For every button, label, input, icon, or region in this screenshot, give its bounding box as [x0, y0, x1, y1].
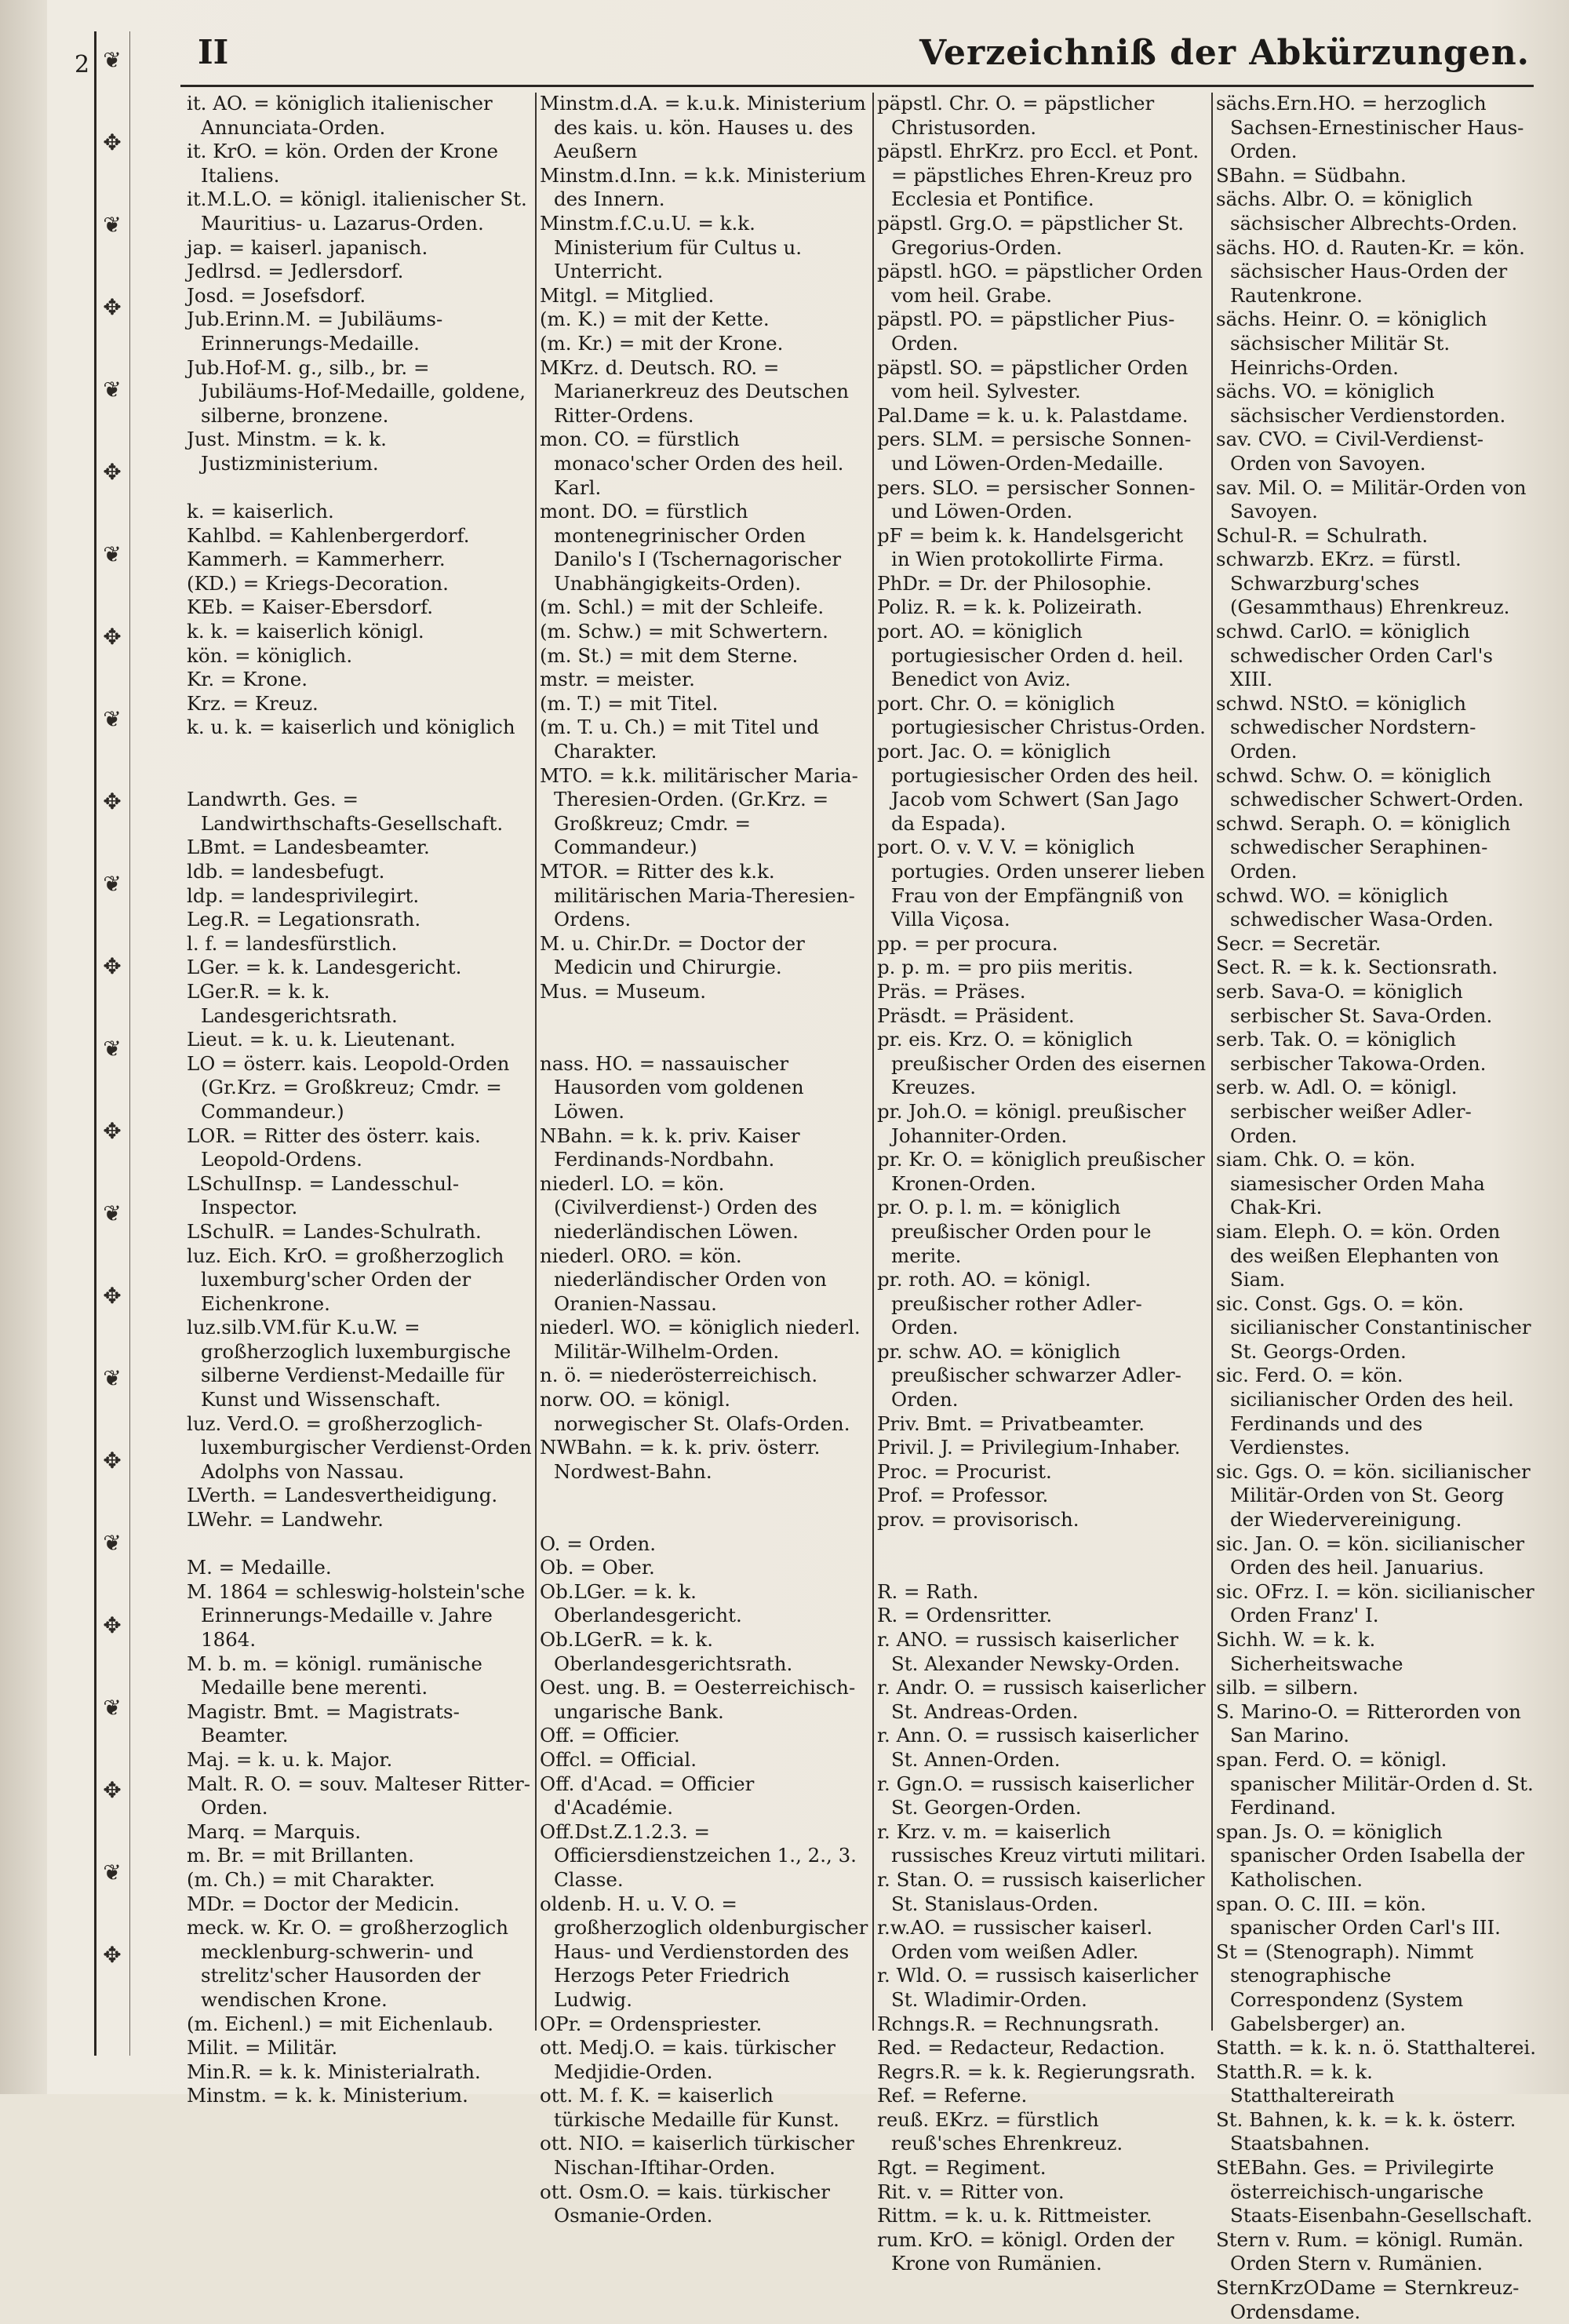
ornament-icon: ❦ — [103, 706, 122, 732]
abbreviation-entry: (m. Ch.) = mit Charakter. — [187, 1867, 435, 1891]
abbreviation-entry: prov. = provisorisch. — [877, 1508, 1079, 1532]
abbreviation-entry: (m. Eichenl.) = mit Eichenlaub. — [187, 2012, 494, 2035]
abbreviation-entry: meck. w. Kr. O. = großherzoglich mecklenburg-schwerin- und strelitz'scher Hausorden der wendischen Krone. — [187, 1916, 508, 2011]
abbreviation-entry: Regrs.R. = k. k. Regierungsrath. — [877, 2060, 1196, 2083]
abbreviation-entry: ldb. = landesbefugt. — [187, 860, 385, 883]
abbreviation-entry: (m. T.) = mit Titel. — [540, 691, 719, 715]
fleuron-icon: ✥ — [103, 294, 122, 320]
abbreviation-entry: Sect. R. = k. k. Sectionsrath. — [1216, 956, 1498, 979]
abbreviation-entry: Pal.Dame = k. u. k. Palastdame. — [877, 403, 1189, 427]
abbreviation-entry: Ob.LGerR. = k. k. Oberlandesgerichtsrath. — [540, 1628, 793, 1675]
abbreviation-entry: niederl. LO. = kön. (Civilverdienst-) Orden des niederländischen Löwen. — [540, 1171, 817, 1243]
ornament-icon: ❦ — [103, 212, 122, 238]
abbreviation-entry: l. f. = landesfürstlich. — [187, 931, 398, 955]
abbreviation-entry: Malt. R. O. = souv. Malteser Ritter-Orden. — [187, 1772, 531, 1819]
abbreviation-entry: span. Ferd. O. = königl. spanischer Militär-Orden d. St. Ferdinand. — [1216, 1747, 1534, 1819]
abbreviation-entry: LGer. = k. k. Landesgericht. — [187, 956, 462, 979]
abbreviation-entry: päpstl. Chr. O. = päpstlicher Christusorden. — [877, 92, 1155, 139]
ornament-icon: ❦ — [103, 1860, 122, 1885]
abbreviation-entry: (m. T. u. Ch.) = mit Titel und Charakter. — [540, 716, 820, 763]
abbreviation-entry: Stern v. Rum. = königl. Rumän. Orden Stern v. Rumänien. — [1216, 2227, 1524, 2275]
abbreviation-entry: Schul-R. = Schulrath. — [1216, 523, 1429, 547]
abbreviation-entry: schwd. WO. = königlich schwedischer Wasa-Orden. — [1216, 883, 1494, 931]
abbreviation-entry: Kr. = Krone. — [187, 668, 308, 691]
abbreviation-entry: siam. Chk. O. = kön. siamesischer Orden Maha Chak-Kri. — [1216, 1148, 1485, 1219]
abbreviation-entry: Mitgl. = Mitglied. — [540, 283, 715, 307]
abbreviation-entry: pers. SLM. = persische Sonnen- und Löwen-Orden-Medaille. — [877, 428, 1192, 475]
abbreviation-entry: Kammerh. = Kammerherr. — [187, 548, 446, 571]
abbreviation-entry: r. Stan. O. = russisch kaiserlicher St. Stanislaus-Orden. — [877, 1867, 1205, 1915]
ornament-icon: ❦ — [103, 541, 122, 567]
abbreviation-entry: Maj. = k. u. k. Major. — [187, 1747, 393, 1771]
ornament-icon: ❦ — [103, 1036, 122, 1062]
abbreviation-entry: MTOR. = Ritter des k.k. militärischen Maria-Theresien-Ordens. — [540, 860, 855, 931]
abbreviation-entry: Just. Minstm. = k. k. Justizministerium. — [187, 428, 387, 475]
abbreviation-entry: Leg.R. = Legationsrath. — [187, 908, 421, 931]
abbreviation-entry: Off.Dst.Z.1.2.3. = Officiersdienstzeichen 1., 2., 3. Classe. — [540, 1819, 857, 1891]
abbreviation-entry: port. AO. = königlich portugiesischer Orden d. heil. Benedict von Aviz. — [877, 620, 1184, 691]
abbreviation-entry: Proc. = Procurist. — [877, 1459, 1052, 1483]
entry-spacer — [187, 740, 532, 764]
abbreviation-entry: M. 1864 = schleswig-holstein'sche Erinnerungs-Medaille v. Jahre 1864. — [187, 1579, 526, 1651]
fleuron-icon: ✥ — [103, 459, 122, 485]
abbreviation-entry: pF = beim k. k. Handelsgericht in Wien protokollirte Firma. — [877, 523, 1184, 571]
abbreviation-entry: LBmt. = Landesbeamter. — [187, 836, 430, 859]
abbreviation-entry: pr. O. p. l. m. = königlich preußischer Orden pour le merite. — [877, 1196, 1152, 1267]
abbreviation-entry: Offcl. = Official. — [540, 1747, 697, 1771]
abbreviation-entry: jap. = kaiserl. japanisch. — [187, 235, 428, 259]
abbreviation-entry: Präsdt. = Präsident. — [877, 1004, 1075, 1027]
ornament-icon: ❦ — [103, 47, 122, 73]
abbreviation-entry: it. KrO. = kön. Orden der Krone Italiens. — [187, 140, 499, 187]
abbreviation-entry: schwarzb. EKrz. = fürstl. Schwarzburg'sches (Gesammthaus) Ehrenkreuz. — [1216, 548, 1510, 619]
abbreviation-entry: kön. = königlich. — [187, 643, 353, 667]
abbreviation-entry: O. = Orden. — [540, 1532, 657, 1555]
abbreviation-entry: Landwrth. Ges. = Landwirthschafts-Gesellschaft. — [187, 788, 504, 835]
abbreviation-entry: Minstm.f.C.u.U. = k.k. Ministerium für Cultus u. Unterricht. — [540, 211, 803, 283]
abbreviation-entry: Magistr. Bmt. = Magistrats-Beamter. — [187, 1699, 460, 1747]
abbreviation-entry: oldenb. H. u. V. O. = großherzoglich oldenburgischer Haus- und Verdienstorden des Herzogs Peter Friedrich Ludwig. — [540, 1892, 868, 2011]
entry-spacer — [187, 476, 532, 501]
abbreviation-entry: k. k. = kaiserlich königl. — [187, 620, 424, 643]
book-spine — [0, 0, 47, 2094]
fleuron-icon: ✥ — [103, 953, 122, 979]
abbreviation-entry: (m. St.) = mit dem Sterne. — [540, 643, 799, 667]
abbreviation-entry: sav. CVO. = Civil-Verdienst-Orden von Savoyen. — [1216, 428, 1483, 475]
fleuron-icon: ✥ — [103, 789, 122, 814]
ornament-icon: ❦ — [103, 1200, 122, 1226]
abbreviation-entry: NWBahn. = k. k. priv. österr. Nordwest-Bahn. — [540, 1436, 821, 1483]
fleuron-icon: ✥ — [103, 624, 122, 650]
abbreviation-entry: pr. roth. AO. = königl. preußischer rother Adler-Orden. — [877, 1268, 1142, 1339]
abbreviation-entry: MKrz. d. Deutsch. RO. = Marianerkreuz des Deutschen Ritter-Ordens. — [540, 355, 850, 427]
abbreviation-entry: Marq. = Marquis. — [187, 1819, 362, 1843]
column-divider — [1211, 93, 1213, 2031]
abbreviation-entry: Ob. = Ober. — [540, 1556, 655, 1579]
abbreviation-entry: LWehr. = Landwehr. — [187, 1508, 384, 1532]
abbreviation-entry: Josd. = Josefsdorf. — [187, 283, 366, 307]
abbreviation-entry: sächs. Heinr. O. = königlich sächsischer Militär St. Heinrichs-Orden. — [1216, 308, 1487, 379]
abbreviation-entry: r. Krz. v. m. = kaiserlich russisches Kreuz virtuti militari. — [877, 1819, 1207, 1867]
abbreviation-entry: r. Ann. O. = russisch kaiserlicher St. Annen-Orden. — [877, 1724, 1199, 1771]
abbreviation-column-3 — [877, 92, 1207, 2275]
abbreviation-entry: port. Jac. O. = königlich portugiesischer Orden des heil. Jacob vom Schwert (San Jago da Espada). — [877, 740, 1200, 835]
ornament-icon: ❦ — [103, 1530, 122, 1556]
abbreviation-entry: Statth.R. = k. k. Statthaltereirath — [1216, 2060, 1395, 2107]
abbreviation-entry: ott. Medj.O. = kais. türkischer Medjidie-Orden. — [540, 2036, 835, 2083]
abbreviation-entry: schwd. NStO. = königlich schwedischer Nordstern-Orden. — [1216, 691, 1476, 763]
abbreviation-entry: luz. Eich. KrO. = großherzoglich luxemburg'scher Orden der Eichenkrone. — [187, 1244, 504, 1315]
abbreviation-entry: KEb. = Kaiser-Ebersdorf. — [187, 596, 434, 619]
abbreviation-entry: schwd. Seraph. O. = königlich schwedischer Seraphinen-Orden. — [1216, 811, 1511, 883]
abbreviation-entry: mont. DO. = fürstlich montenegrinischer Orden Danilo's I (Tschernagorischer Unabhängigkeits-Orden). — [540, 500, 842, 595]
abbreviation-entry: sic. Ggs. O. = kön. sicilianischer Militär-Orden von St. Georg der Wiedervereinigung. — [1216, 1459, 1531, 1532]
fleuron-icon: ✥ — [103, 129, 122, 155]
abbreviation-entry: SBahn. = Südbahn. — [1216, 163, 1407, 187]
abbreviation-entry: NBahn. = k. k. priv. Kaiser Ferdinands-Nordbahn. — [540, 1124, 800, 1171]
abbreviation-entry: niederl. ORO. = kön. niederländischer Orden von Oranien-Nassau. — [540, 1244, 827, 1315]
abbreviation-entry: n. ö. = niederösterreichisch. — [540, 1364, 818, 1387]
abbreviation-entry: Ob.LGer. = k. k. Oberlandesgericht. — [540, 1579, 742, 1627]
abbreviation-entry: mstr. = meister. — [540, 668, 695, 691]
abbreviation-entry: pr. schw. AO. = königlich preußischer schwarzer Adler-Orden. — [877, 1339, 1181, 1412]
entry-spacer — [540, 1508, 869, 1532]
abbreviation-entry: LGer.R. = k. k. Landesgerichtsrath. — [187, 979, 398, 1027]
abbreviation-entry: norw. OO. = königl. norwegischer St. Olafs-Orden. — [540, 1388, 850, 1435]
abbreviation-entry: sächs.Ern.HO. = herzoglich Sachsen-Ernestinischer Haus-Orden. — [1216, 92, 1524, 163]
abbreviation-entry: OPr. = Ordenspriester. — [540, 2012, 763, 2035]
abbreviation-entry: pr. Joh.O. = königl. preußischer Johanniter-Orden. — [877, 1099, 1186, 1147]
abbreviation-entry: Minstm.d.Inn. = k.k. Ministerium des Innern. — [540, 163, 866, 211]
abbreviation-entry: serb. Sava-O. = königlich serbischer St. Sava-Orden. — [1216, 979, 1493, 1027]
abbreviation-entry: StEBahn. Ges. = Privilegirte österreichisch-ungarische Staats-Eisenbahn-Gesellschaft. — [1216, 2156, 1533, 2227]
abbreviation-entry: mon. CO. = fürstlich monaco'scher Orden des heil. Karl. — [540, 428, 844, 499]
abbreviation-entry: p. p. m. = pro piis meritis. — [877, 956, 1134, 979]
header-rule — [180, 85, 1534, 87]
abbreviation-entry: reuß. EKrz. = fürstlich reuß'sches Ehrenkreuz. — [877, 2107, 1123, 2155]
abbreviation-entry: Sichh. W. = k. k. Sicherheitswache — [1216, 1628, 1403, 1675]
abbreviation-entry: nass. HO. = nassauischer Hausorden vom goldenen Löwen. — [540, 1051, 804, 1123]
abbreviation-entry: r. ANO. = russisch kaiserlicher St. Alexander Newsky-Orden. — [877, 1628, 1181, 1675]
abbreviation-entry: (m. Schl.) = mit der Schleife. — [540, 596, 825, 619]
abbreviation-entry: Poliz. R. = k. k. Polizeirath. — [877, 596, 1143, 619]
fleuron-icon: ✥ — [103, 1942, 122, 1968]
abbreviation-entry: sic. Const. Ggs. O. = kön. sicilianischer Constantinischer St. Georgs-Orden. — [1216, 1291, 1531, 1363]
abbreviation-entry: Jub.Erinn.M. = Jubiläums-Erinnerungs-Medaille. — [187, 308, 443, 355]
abbreviation-entry: pers. SLO. = persischer Sonnen- und Löwen-Orden. — [877, 475, 1196, 523]
abbreviation-entry: Rit. v. = Ritter von. — [877, 2180, 1065, 2203]
abbreviation-entry: Oest. ung. B. = Oesterreichisch-ungarische Bank. — [540, 1676, 856, 1723]
abbreviation-entry: R. = Ordensritter. — [877, 1604, 1053, 1627]
section-roman-numeral: II — [198, 33, 229, 71]
abbreviation-entry: SternKrzODame = Sternkreuz-Ordensdame. — [1216, 2276, 1520, 2323]
abbreviation-entry: Secr. = Secretär. — [1216, 931, 1382, 955]
abbreviation-entry: rum. KrO. = königl. Orden der Krone von Rumänien. — [877, 2227, 1174, 2275]
abbreviation-entry: päpstl. hGO. = päpstlicher Orden vom heil. Grabe. — [877, 260, 1203, 307]
abbreviation-entry: Kahlbd. = Kahlenbergerdorf. — [187, 523, 470, 547]
fleuron-icon: ✥ — [103, 1118, 122, 1144]
abbreviation-entry: Minstm. = k. k. Ministerium. — [187, 2084, 468, 2107]
abbreviation-entry: Rchngs.R. = Rechnungsrath. — [877, 2012, 1159, 2035]
entry-spacer — [187, 1532, 532, 1557]
abbreviation-entry: Minstm.d.A. = k.u.k. Ministerium des kais. u. kön. Hauses u. des Aeußern — [540, 92, 866, 163]
abbreviation-entry: PhDr. = Dr. der Philosophie. — [877, 571, 1152, 595]
abbreviation-entry: LVerth. = Landesvertheidigung. — [187, 1484, 498, 1507]
abbreviation-entry: Krz. = Kreuz. — [187, 691, 319, 715]
abbreviation-entry: ldp. = landesprivilegirt. — [187, 883, 420, 907]
page-title: Verzeichniß der Abkürzungen. — [919, 33, 1530, 73]
abbreviation-entry: sic. Jan. O. = kön. sicilianischer Orden des heil. Januarius. — [1216, 1532, 1525, 1579]
abbreviation-entry: ott. NIO. = kaiserlich türkischer Nischan-Iftihar-Orden. — [540, 2132, 855, 2180]
column-divider — [535, 93, 537, 2031]
abbreviation-entry: schwd. CarlO. = königlich schwedischer Orden Carl's XIII. — [1216, 620, 1493, 691]
abbreviation-entry: ott. Osm.O. = kais. türkischer Osmanie-Orden. — [540, 2180, 830, 2227]
entry-spacer — [877, 1556, 1207, 1580]
abbreviation-entry: k. = kaiserlich. — [187, 500, 334, 523]
abbreviation-entry: Priv. Bmt. = Privatbeamter. — [877, 1412, 1145, 1435]
abbreviation-entry: sic. OFrz. I. = kön. sicilianischer Orden Franz' I. — [1216, 1579, 1534, 1627]
abbreviation-entry: R. = Rath. — [877, 1579, 979, 1603]
fleuron-icon: ✥ — [103, 1448, 122, 1473]
abbreviation-entry: siam. Eleph. O. = kön. Orden des weißen Elephanten von Siam. — [1216, 1219, 1501, 1291]
page-number: 2 — [75, 51, 90, 78]
abbreviation-entry: päpstl. SO. = päpstlicher Orden vom heil. Sylvester. — [877, 355, 1189, 403]
abbreviation-entry: LSchulInsp. = Landesschul-Inspector. — [187, 1171, 460, 1219]
abbreviation-entry: m. Br. = mit Brillanten. — [187, 1844, 414, 1867]
abbreviation-entry: MDr. = Doctor der Medicin. — [187, 1892, 460, 1915]
abbreviation-entry: S. Marino-O. = Ritterorden von San Marino. — [1216, 1699, 1521, 1747]
abbreviation-entry: r. Ggn.O. = russisch kaiserlicher St. Georgen-Orden. — [877, 1772, 1194, 1819]
abbreviation-entry: niederl. WO. = königlich niederl. Militär-Wilhelm-Orden. — [540, 1316, 861, 1363]
fleuron-icon: ✥ — [103, 1283, 122, 1309]
abbreviation-entry: port. Chr. O. = königlich portugiesischer Christus-Orden. — [877, 691, 1206, 739]
entry-spacer — [540, 1028, 869, 1052]
abbreviation-entry: sächs. Albr. O. = königlich sächsischer Albrechts-Orden. — [1216, 188, 1518, 235]
abbreviation-entry: r.w.AO. = russischer kaiserl. Orden vom weißen Adler. — [877, 1916, 1153, 1963]
entry-spacer — [877, 1532, 1207, 1557]
abbreviation-entry: span. Js. O. = königlich spanischer Orden Isabella der Katholischen. — [1216, 1819, 1525, 1891]
abbreviation-entry: päpstl. PO. = päpstlicher Pius-Orden. — [877, 308, 1175, 355]
abbreviation-entry: it.M.L.O. = königl. italienischer St. Mauritius- u. Lazarus-Orden. — [187, 188, 527, 235]
abbreviation-entry: sächs. HO. d. Rauten-Kr. = kön. sächsischer Haus-Orden der Rautenkrone. — [1216, 235, 1525, 307]
abbreviation-column-1 — [187, 92, 532, 2107]
abbreviation-entry: M. = Medaille. — [187, 1556, 332, 1579]
abbreviation-entry: sav. Mil. O. = Militär-Orden von Savoyen. — [1216, 475, 1527, 523]
abbreviation-entry: Red. = Redacteur, Redaction. — [877, 2036, 1166, 2060]
abbreviation-entry: serb. Tak. O. = königlich serbischer Takowa-Orden. — [1216, 1028, 1487, 1075]
abbreviation-entry: Off. d'Acad. = Officier d'Académie. — [540, 1772, 755, 1819]
abbreviation-entry: silb. = silbern. — [1216, 1676, 1359, 1699]
fleuron-icon: ✥ — [103, 1777, 122, 1803]
abbreviation-entry: päpstl. EhrKrz. pro Eccl. et Pont. = päpstliches Ehren-Kreuz pro Ecclesia et Pontifice. — [877, 140, 1200, 211]
abbreviation-entry: sächs. VO. = königlich sächsischer Verdienstorden. — [1216, 380, 1506, 427]
abbreviation-entry: Mus. = Museum. — [540, 979, 707, 1003]
abbreviation-entry: Off. = Officier. — [540, 1724, 680, 1747]
abbreviation-entry: pp. = per procura. — [877, 931, 1058, 955]
abbreviation-entry: Jub.Hof-M. g., silb., br. = Jubiläums-Hof-Medaille, goldene, silberne, bronzene. — [187, 355, 526, 427]
abbreviation-entry: (m. K.) = mit der Kette. — [540, 308, 770, 331]
abbreviation-entry: Ref. = Referne. — [877, 2084, 1028, 2107]
abbreviation-entry: pr. eis. Krz. O. = königlich preußischer Orden des eisernen Kreuzes. — [877, 1028, 1207, 1099]
abbreviation-entry: Min.R. = k. k. Ministerialrath. — [187, 2060, 481, 2083]
abbreviation-entry: luz. Verd.O. = großherzoglich-luxemburgischer Verdienst-Orden Adolphs von Nassau. — [187, 1412, 532, 1483]
abbreviation-entry: it. AO. = königlich italienischer Annunciata-Orden. — [187, 92, 493, 139]
abbreviation-entry: luz.silb.VM.für K.u.W. = großherzoglich luxemburgische silberne Verdienst-Medaille für Kunst und Wissenschaft. — [187, 1316, 511, 1412]
abbreviation-entry: ott. M. f. K. = kaiserlich türkische Medaille für Kunst. — [540, 2084, 839, 2131]
abbreviation-entry: Präs. = Präses. — [877, 979, 1026, 1003]
abbreviation-entry: port. O. v. V. V. = königlich portugies. Orden unserer lieben Frau von der Empfängniß von Villa Viçosa. — [877, 836, 1205, 931]
abbreviation-entry: serb. w. Adl. O. = königl. serbischer weißer Adler-Orden. — [1216, 1076, 1472, 1147]
abbreviation-entry: Jedlrsd. = Jedlersdorf. — [187, 260, 404, 283]
abbreviation-entry: Lieut. = k. u. k. Lieutenant. — [187, 1028, 456, 1051]
abbreviation-entry: LOR. = Ritter des österr. kais. Leopold-Ordens. — [187, 1124, 481, 1171]
abbreviation-entry: MTO. = k.k. militärischer Maria-Theresien-Orden. (Gr.Krz. = Großkreuz; Cmdr. = Commandeur.) — [540, 763, 858, 859]
ornament-icon: ❦ — [103, 377, 122, 403]
ornament-icon: ❦ — [103, 1365, 122, 1391]
abbreviation-entry: St = (Stenograph). Nimmt stenographische Correspondenz (System Gabelsberger) an. — [1216, 1940, 1474, 2035]
abbreviation-entry: St. Bahnen, k. k. = k. k. österr. Staatsbahnen. — [1216, 2107, 1516, 2155]
abbreviation-entry: Rgt. = Regiment. — [877, 2156, 1047, 2180]
abbreviation-entry: Rittm. = k. u. k. Rittmeister. — [877, 2204, 1152, 2227]
ornament-icon: ❦ — [103, 871, 122, 897]
abbreviation-entry: sic. Ferd. O. = kön. sicilianischer Orden des heil. Ferdinands und des Verdienstes. — [1216, 1364, 1514, 1459]
abbreviation-entry: pr. Kr. O. = königlich preußischer Kronen-Orden. — [877, 1148, 1205, 1195]
entry-spacer — [540, 1484, 869, 1508]
abbreviation-entry: schwd. Schw. O. = königlich schwedischer Schwert-Orden. — [1216, 763, 1524, 811]
abbreviation-entry: päpstl. Grg.O. = päpstlicher St. Gregorius-Orden. — [877, 211, 1185, 259]
abbreviation-entry: k. u. k. = kaiserlich und königlich — [187, 716, 515, 739]
abbreviation-entry: r. Wld. O. = russisch kaiserlicher St. Wladimir-Orden. — [877, 1964, 1199, 2011]
abbreviation-entry: Privil. J. = Privilegium-Inhaber. — [877, 1436, 1181, 1459]
ornament-icon: ❦ — [103, 1695, 122, 1721]
abbreviation-entry: Prof. = Professor. — [877, 1484, 1049, 1507]
abbreviation-entry: M. u. Chir.Dr. = Doctor der Medicin und Chirurgie. — [540, 931, 805, 979]
abbreviation-entry: LSchulR. = Landes-Schulrath. — [187, 1219, 482, 1243]
fleuron-icon: ✥ — [103, 1612, 122, 1638]
abbreviation-column-2 — [540, 92, 869, 2227]
abbreviation-entry: (m. Kr.) = mit der Krone. — [540, 331, 784, 355]
abbreviation-entry: LO = österr. kais. Leopold-Orden (Gr.Krz. = Großkreuz; Cmdr. = Commandeur.) — [187, 1051, 510, 1123]
abbreviation-column-4 — [1216, 92, 1538, 2323]
entry-spacer — [540, 1004, 869, 1029]
abbreviation-entry: (m. Schw.) = mit Schwertern. — [540, 620, 828, 643]
column-divider — [872, 93, 874, 2031]
decorative-border — [94, 31, 130, 2056]
abbreviation-entry: Statth. = k. k. n. ö. Statthalterei. — [1216, 2036, 1537, 2060]
abbreviation-entry: r. Andr. O. = russisch kaiserlicher St. Andreas-Orden. — [877, 1676, 1206, 1723]
abbreviation-entry: M. b. m. = königl. rumänische Medaille bene merenti. — [187, 1652, 482, 1699]
abbreviation-entry: Milit. = Militär. — [187, 2036, 338, 2060]
abbreviation-entry: span. O. C. III. = kön. spanischer Orden Carl's III. — [1216, 1892, 1501, 1940]
abbreviation-entry: (KD.) = Kriegs-Decoration. — [187, 571, 449, 595]
entry-spacer — [187, 764, 532, 789]
